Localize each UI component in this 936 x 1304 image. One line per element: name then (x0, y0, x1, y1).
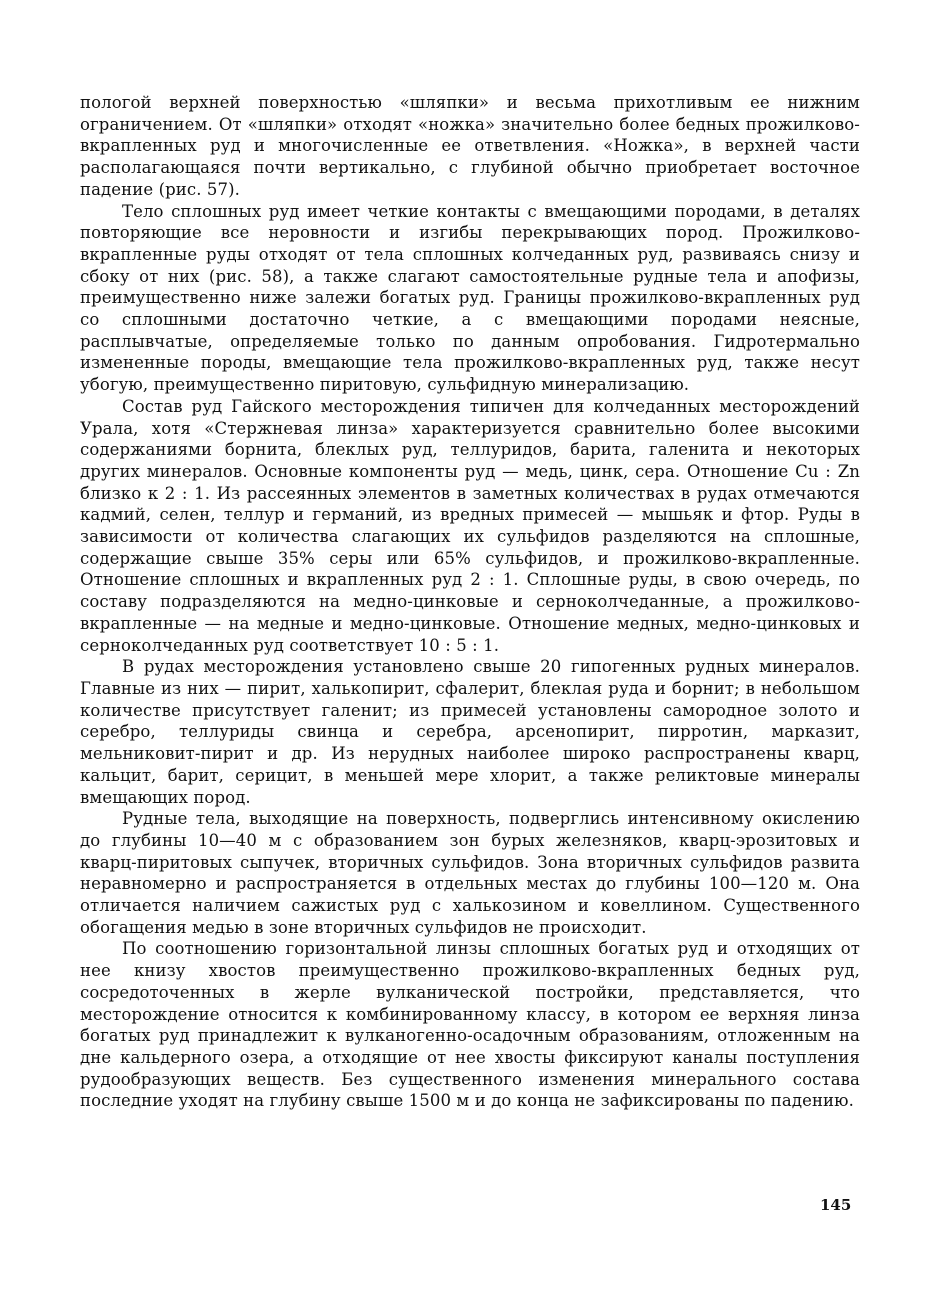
page-number: 145 (820, 1196, 852, 1214)
paragraph-deposit-classification: По соотношению горизонтальной линзы сплошных богатых руд и отходящих от нее книзу хвостов преимущественно прожилково-вкрапленных бедных руд, сосредоточенных в жерле вулканической постройки, представляется, что месторождение относится к комбинированному классу, в котором ее верхняя линза богатых руд принадлежит к вулканогенно-осадочным образованиям, отложенным на дне кальдерного озера, а отходящие от нее хвосты фиксируют каналы поступления рудообразующих веществ. Без существенного изменения минерального состава последние уходят на глубину свыше 1500 м и до конца не зафиксированы по падению. (80, 939, 860, 1111)
paragraph-ore-body-contacts: Тело сплошных руд имеет четкие контакты с вмещающими породами, в деталях повторяющие все неровности и изгибы перекрывающих пород. Прожилково-вкрапленные руды отходят от тела сплошных колчеданных руд, развиваясь снизу и сбоку от них (рис. 58), а также слагают самостоятельные рудные тела и апофизы, преимущественно ниже залежи богатых руд. Границы прожилково-вкрапленных руд со сплошными достаточно четкие, а с вмещающими породами неясные, расплывчатые, определяемые только по данным опробования. Гидротермально измененные породы, вмещающие тела прожилково-вкрапленных руд, также несут убогую, преимущественно пиритовую, сульфидную минерализацию. (80, 201, 860, 395)
page-body (80, 92, 860, 1112)
paragraph-ore-composition: Состав руд Гайского месторождения типичен для колчеданных месторождений Урала, хотя «Стержневая линза» характеризуется сравнительно более высокими содержаниями борнита, блеклых руд, теллуридов, барита, галенита и некоторых других минералов. Основные компоненты руд — медь, цинк, сера. Отношение Cu : Zn близко к 2 : 1. Из рассеянных элементов в заметных количествах в рудах отмечаются кадмий, селен, теллур и германий, из вредных примесей — мышьяк и фтор. Руды в зависимости от количества слагающих их сульфидов разделяются на сплошные, содержащие свыше 35% серы или 65% сульфидов, и прожилково-вкрапленные. Отношение сплошных и вкрапленных руд 2 : 1. Сплошные руды, в свою очередь, по составу подразделяются на медно-цинковые и серноколчеданные, а прожилково-вкрапленные — на медные и медно-цинковые. Отношение медных, медно-цинковых и серноколчеданных руд соответствует 10 : 5 : 1. (80, 396, 860, 655)
paragraph-ore-minerals: В рудах месторождения установлено свыше 20 гипогенных рудных минералов. Главные из них — пирит, халькопирит, сфалерит, блеклая руда и борнит; в небольшом количестве присутствует галенит; из примесей установлены самородное золото и серебро, теллуриды свинца и серебра, арсенопирит, пирротин, марказит, мельниковит-пирит и др. Из нерудных наиболее широко распространены кварц, кальцит, барит, серицит, в меньшей мере хлорит, а также реликтовые минералы вмещающих пород. (80, 657, 860, 807)
paragraph-oxidation-zone: Рудные тела, выходящие на поверхность, подверглись интенсивному окислению до глубины 10—40 м с образованием зон бурых железняков, кварц-эрозитовых и кварц-пиритовых сыпучек, вторичных сульфидов. Зона вторичных сульфидов развита неравномерно и распространяется в отдельных местах до глубины 100—120 м. Она отличается наличием сажистых руд с халькозином и ковеллином. Существенного обогащения медью в зоне вторичных сульфидов не происходит. (80, 809, 860, 937)
paragraph-continuation: пологой верхней поверхностью «шляпки» и весьма прихотливым ее нижним ограничением. От «шляпки» отходят «ножка» значительно более бедных прожилково-вкрапленных руд и многочисленные ее ответвления. «Ножка», в верхней части располагающаяся почти вертикально, с глубиной обычно приобретает восточное падение (рис. 57). (80, 93, 860, 199)
